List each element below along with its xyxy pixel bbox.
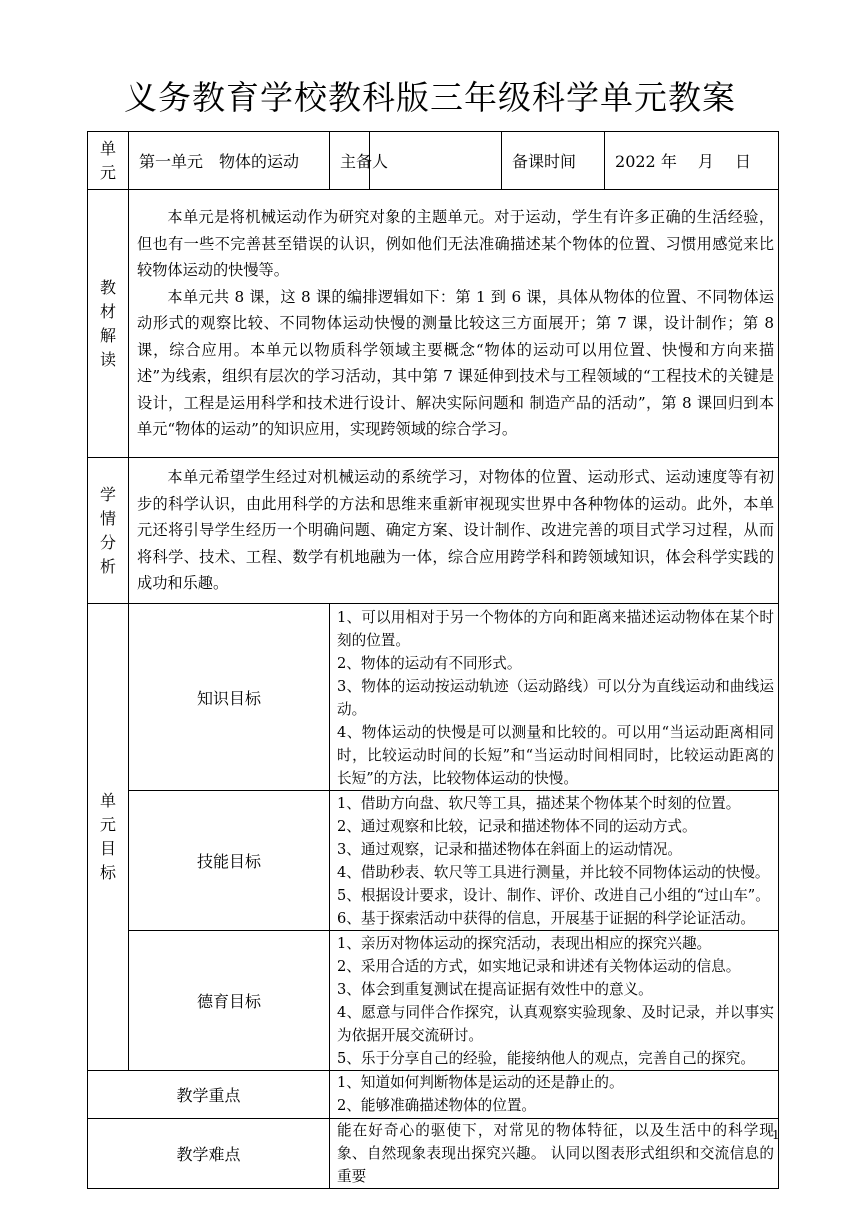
unit-label: 单 元 — [88, 132, 129, 190]
skill-goal-row — [88, 791, 779, 931]
list-item: 1、知道如何判断物体是运动的还是静止的。 — [337, 1074, 624, 1091]
list-item: 4、物体运动的快慢是可以测量和比较的。可以用“当运动距离相同时，比较运动时间的长短”和“当运动时间相同时，比较运动距离的长短”的方法，比较物体运动的快慢。 — [337, 724, 775, 787]
textbook-paragraph: 本单元是将机械运动作为研究对象的主题单元。对于运动，学生有许多正确的生活经验，但也有一些不完善甚至错误的认识，例如他们无法准确描述某个物体的位置、习惯用感觉来比较物体运动的快慢等。 — [137, 208, 775, 280]
list-item: 3、通过观察，记录和描述物体在斜面上的运动情况。 — [337, 841, 682, 858]
list-item: 1、亲历对物体运动的探究活动，表现出相应的探究兴趣。 — [337, 935, 712, 952]
preparer-value — [370, 132, 502, 190]
list-item: 1、可以用相对于另一个物体的方向和距离来描述运动物体在某个时刻的位置。 — [337, 609, 775, 649]
header-row — [88, 132, 779, 190]
list-item: 2、物体的运动有不同形式。 — [337, 655, 522, 672]
list-item: 2、采用合适的方式，如实地记录和讲述有关物体运动的信息。 — [337, 958, 741, 975]
document-title: 义务教育学校教科版三年级科学单元教案 — [124, 78, 736, 117]
textbook-label: 教 材 解 读 — [88, 190, 129, 458]
unit-name: 第一单元 物体的运动 — [129, 132, 330, 190]
list-item: 2、能够准确描述物体的位置。 — [337, 1097, 537, 1114]
list-item: 3、物体的运动按运动轨迹（运动路线）可以分为直线运动和曲线运动。 — [337, 678, 775, 718]
analysis-label: 学 情 分 析 — [88, 458, 129, 604]
textbook-content — [129, 190, 779, 458]
analysis-paragraph: 本单元希望学生经过对机械运动的系统学习，对物体的位置、运动形式、运动速度等有初步的科学认识，由此用科学的方法和思维来重新审视现实世界中各种物体的运动。此外，本单元还将引导学生经历一个明确问题、确定方案、设计制作、改进完善的项目式学习过程，从而将科学、技术、工程、数学有机地融为一体，综合应用跨学科和跨领域知识，体会科学实践的成功和乐趣。 — [137, 468, 775, 593]
difficulties-label: 教学难点 — [88, 1119, 330, 1189]
knowledge-goal-label: 知识目标 — [129, 604, 330, 791]
preparer-label: 主备人 — [330, 132, 370, 190]
key-points-label: 教学重点 — [88, 1071, 330, 1119]
difficulties-text: 能在好奇心的驱使下，对常见的物体特征，以及生活中的科学现象、自然现象表现出探究兴趣。 认同以图表形式组织和交流信息的重要 — [330, 1119, 779, 1189]
list-item: 2、通过观察和比较，记录和描述物体不同的运动方式。 — [337, 818, 697, 835]
textbook-paragraph: 本单元共 8 课，这 8 课的编排逻辑如下：第 1 到 6 课，具体从物体的位置、不同物体运动形式的观察比较、不同物体运动快慢的测量比较这三方面展开；第 7 课，设计制作；第 8 课，综合应用。本单元以物质科学领域主要概念“物体的运动可以用位置、快慢和方向来描述”为线索，组织有层次的学习活动，其中第 7 课延伸到技术与工程领域的“工程技术的关键是设计，工程是运用科学和技术进行设计、解决实际问题和 制造产品的活动”，第 8 课回归到本单元“物体的运动”的知识应用，实现跨领域的综合学习。 — [137, 287, 775, 439]
list-item: 4、借助秒表、软尺等工具进行测量，并比较不同物体运动的快慢。 — [337, 864, 770, 881]
skill-goal-list — [330, 791, 779, 931]
list-item: 6、基于探索活动中获得的信息，开展基于证据的科学论证活动。 — [337, 910, 755, 927]
list-item: 1、借助方向盘、软尺等工具，描述某个物体某个时刻的位置。 — [337, 795, 741, 812]
prep-time-label: 备课时间 — [502, 132, 605, 190]
goals-label: 单 元 目 标 — [88, 604, 129, 1071]
list-item: 3、体会到重复测试在提高证据有效性中的意义。 — [337, 981, 653, 998]
analysis-row — [88, 458, 779, 604]
moral-goal-row — [88, 931, 779, 1071]
difficulties-row — [88, 1119, 779, 1189]
list-item: 4、愿意与同伴合作探究，认真观察实验现象、及时记录，并以事实为依据开展交流研讨。 — [337, 1004, 775, 1044]
list-item: 5、根据设计要求，设计、制作、评价、改进自己小组的“过山车”。 — [337, 887, 770, 904]
prep-time-value: 2022 年 月 日 — [605, 132, 779, 190]
list-item: 5、乐于分享自己的经验，能接纳他人的观点，完善自己的探究。 — [337, 1050, 755, 1067]
knowledge-goal-row — [88, 604, 779, 791]
key-points-row — [88, 1071, 779, 1119]
moral-goal-label: 德育目标 — [129, 931, 330, 1071]
lesson-plan-table — [87, 131, 779, 1189]
analysis-content — [129, 458, 779, 604]
textbook-row — [88, 190, 779, 458]
page-number: 1 — [772, 1128, 780, 1142]
key-points-list — [330, 1071, 779, 1119]
skill-goal-label: 技能目标 — [129, 791, 330, 931]
moral-goal-list — [330, 931, 779, 1071]
knowledge-goal-list — [330, 604, 779, 791]
